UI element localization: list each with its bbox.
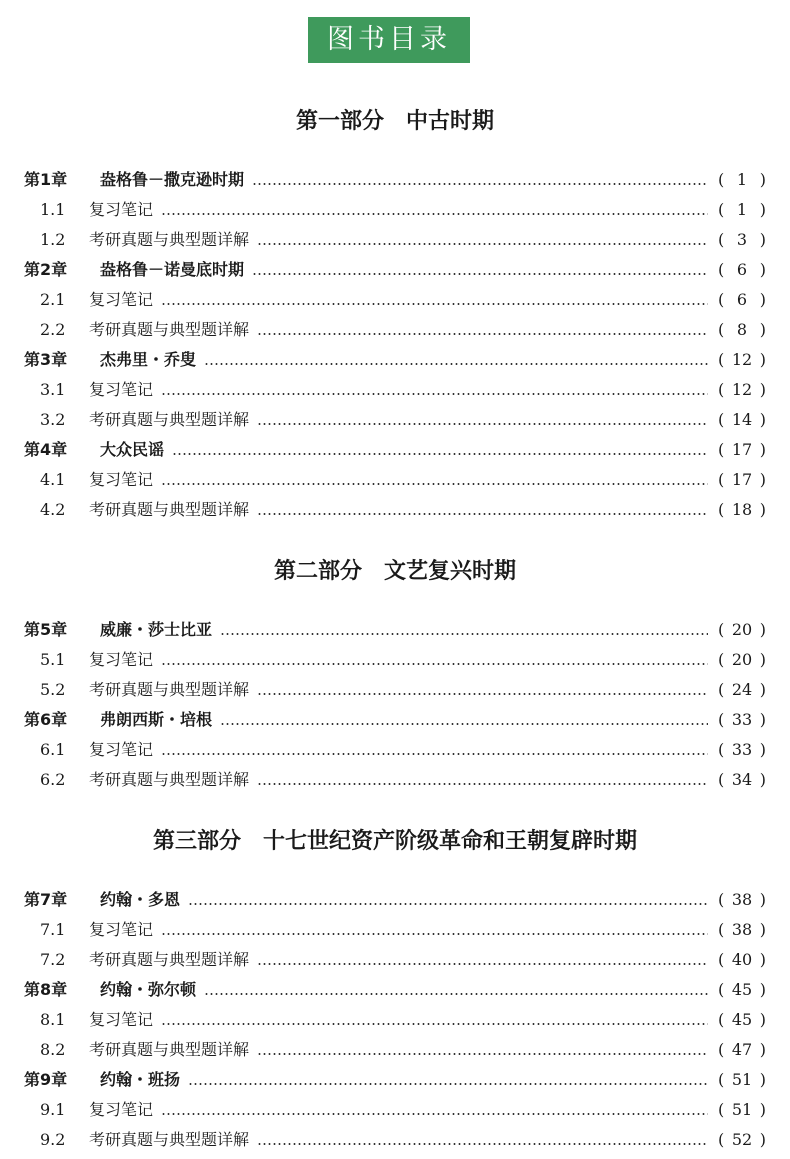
page-number	[718, 345, 766, 375]
paren-open: (	[718, 740, 725, 759]
page-number	[718, 975, 766, 1005]
dot-leader	[220, 633, 708, 635]
page-value: 20	[731, 620, 753, 639]
toc-chapter-row[interactable]	[0, 165, 790, 195]
part-title: 第三部分 十七世纪资产阶级革命和王朝复辟时期	[152, 828, 637, 854]
toc-list	[0, 615, 790, 795]
toc-section-row[interactable]	[0, 465, 790, 495]
section-number: 2.2	[40, 320, 66, 339]
toc-section-row[interactable]	[0, 195, 790, 225]
paren-close: )	[759, 650, 766, 669]
paren-close: )	[759, 740, 766, 759]
dot-leader	[161, 663, 708, 665]
page-value: 45	[731, 1010, 753, 1029]
page-number	[718, 225, 766, 255]
page-number	[718, 1065, 766, 1095]
chapter-title: 弗朗西斯・培根	[100, 710, 213, 729]
page-value: 6	[736, 260, 748, 279]
page-number	[718, 945, 766, 975]
toc-chapter-row[interactable]	[0, 435, 790, 465]
paren-open: (	[718, 200, 725, 219]
dot-leader	[257, 963, 708, 965]
page-value: 51	[731, 1100, 753, 1119]
toc-section-row[interactable]	[0, 1035, 790, 1065]
paren-open: (	[718, 1040, 725, 1059]
paren-open: (	[718, 230, 725, 249]
toc-banner: 图书目录	[308, 17, 470, 63]
page-number	[718, 735, 766, 765]
page-value: 1	[736, 170, 748, 189]
dot-leader	[257, 243, 708, 245]
paren-open: (	[718, 650, 725, 669]
dot-leader	[252, 273, 708, 275]
paren-open: (	[718, 170, 725, 189]
section-title: 考研真题与典型题详解	[89, 1130, 250, 1149]
page-value: 45	[731, 980, 753, 999]
section-title: 考研真题与典型题详解	[89, 950, 250, 969]
paren-open: (	[718, 1010, 725, 1029]
page-value: 40	[731, 950, 753, 969]
dot-leader	[257, 783, 708, 785]
section-number: 9.1	[40, 1100, 66, 1119]
chapter-title: 杰弗里・乔叟	[100, 350, 197, 369]
dot-leader	[188, 903, 708, 905]
paren-close: )	[759, 410, 766, 429]
toc-chapter-row[interactable]	[0, 615, 790, 645]
paren-close: )	[759, 1040, 766, 1059]
page-value: 24	[731, 680, 753, 699]
toc-chapter-row[interactable]	[0, 345, 790, 375]
page-value: 12	[731, 380, 753, 399]
section-number: 5.1	[40, 650, 66, 669]
section-number: 5.2	[40, 680, 66, 699]
dot-leader	[161, 393, 708, 395]
paren-open: (	[718, 710, 725, 729]
page-number	[718, 615, 766, 645]
toc-section-row[interactable]	[0, 1125, 790, 1155]
section-number: 4.1	[40, 470, 66, 489]
page-value: 51	[731, 1070, 753, 1089]
chapter-title: 约翰・班扬	[100, 1070, 181, 1089]
section-title: 复习笔记	[89, 1100, 154, 1119]
chapter-number: 第9章	[24, 1070, 68, 1089]
paren-close: )	[759, 350, 766, 369]
paren-close: )	[759, 770, 766, 789]
paren-open: (	[718, 770, 725, 789]
dot-leader	[161, 753, 708, 755]
section-number: 3.2	[40, 410, 66, 429]
toc-section-row[interactable]	[0, 225, 790, 255]
paren-open: (	[718, 500, 725, 519]
paren-open: (	[718, 680, 725, 699]
paren-close: )	[759, 1130, 766, 1149]
page-value: 18	[731, 500, 753, 519]
paren-close: )	[759, 1100, 766, 1119]
toc-section-row[interactable]	[0, 915, 790, 945]
paren-close: )	[759, 680, 766, 699]
page-value: 17	[731, 440, 753, 459]
page-number	[718, 765, 766, 795]
paren-close: )	[759, 1010, 766, 1029]
paren-close: )	[759, 710, 766, 729]
paren-close: )	[759, 440, 766, 459]
paren-close: )	[759, 890, 766, 909]
page-value: 33	[731, 740, 753, 759]
dot-leader	[257, 693, 708, 695]
page-value: 38	[731, 890, 753, 909]
section-title: 考研真题与典型题详解	[89, 770, 250, 789]
section-number: 6.1	[40, 740, 66, 759]
page-number	[718, 675, 766, 705]
page-number	[718, 1125, 766, 1155]
paren-open: (	[718, 1070, 725, 1089]
paren-open: (	[718, 950, 725, 969]
dot-leader	[252, 183, 708, 185]
toc-list	[0, 885, 790, 1155]
section-title: 复习笔记	[89, 380, 154, 399]
section-title: 考研真题与典型题详解	[89, 410, 250, 429]
paren-close: )	[759, 290, 766, 309]
section-number: 2.1	[40, 290, 66, 309]
dot-leader	[161, 1023, 708, 1025]
toc-list	[0, 165, 790, 525]
paren-close: )	[759, 500, 766, 519]
toc-chapter-row[interactable]	[0, 885, 790, 915]
page-number	[718, 375, 766, 405]
toc-section-row[interactable]	[0, 735, 790, 765]
section-number: 9.2	[40, 1130, 66, 1149]
page-number	[718, 1035, 766, 1065]
section-title: 复习笔记	[89, 740, 154, 759]
dot-leader	[257, 1053, 708, 1055]
toc-chapter-row[interactable]	[0, 705, 790, 735]
section-title: 考研真题与典型题详解	[89, 500, 250, 519]
toc-section-row[interactable]	[0, 675, 790, 705]
toc-chapter-row[interactable]	[0, 975, 790, 1005]
paren-open: (	[718, 470, 725, 489]
paren-open: (	[718, 290, 725, 309]
paren-close: )	[759, 950, 766, 969]
paren-open: (	[718, 620, 725, 639]
page-value: 17	[731, 470, 753, 489]
part-title: 第二部分 文艺复兴时期	[273, 558, 516, 584]
dot-leader	[161, 483, 708, 485]
paren-open: (	[718, 260, 725, 279]
section-number: 7.2	[40, 950, 66, 969]
paren-close: )	[759, 230, 766, 249]
page-value: 6	[736, 290, 748, 309]
chapter-number: 第7章	[24, 890, 68, 909]
dot-leader	[172, 453, 708, 455]
paren-close: )	[759, 920, 766, 939]
dot-leader	[257, 1143, 708, 1145]
chapter-number: 第5章	[24, 620, 68, 639]
paren-close: )	[759, 980, 766, 999]
page-value: 52	[731, 1130, 753, 1149]
dot-leader	[220, 723, 708, 725]
page-number	[718, 1005, 766, 1035]
section-number: 1.1	[40, 200, 66, 219]
page-number	[718, 705, 766, 735]
paren-open: (	[718, 440, 725, 459]
section-number: 8.2	[40, 1040, 66, 1059]
dot-leader	[161, 933, 708, 935]
chapter-title: 约翰・弥尔顿	[100, 980, 197, 999]
page-number	[718, 495, 766, 525]
page-number	[718, 915, 766, 945]
paren-open: (	[718, 410, 725, 429]
section-title: 考研真题与典型题详解	[89, 680, 250, 699]
chapter-title: 盎格鲁－诺曼底时期	[100, 260, 245, 279]
section-title: 复习笔记	[89, 920, 154, 939]
page-number	[718, 165, 766, 195]
page-value: 3	[736, 230, 748, 249]
page-number	[718, 1095, 766, 1125]
page-number	[718, 255, 766, 285]
toc-section-row[interactable]	[0, 1005, 790, 1035]
section-title: 考研真题与典型题详解	[89, 320, 250, 339]
toc-section-row[interactable]	[0, 375, 790, 405]
page-value: 14	[731, 410, 753, 429]
toc-section-row[interactable]	[0, 495, 790, 525]
section-title: 复习笔记	[89, 1010, 154, 1029]
page-value: 1	[736, 200, 748, 219]
page-number	[718, 435, 766, 465]
toc-section-row[interactable]	[0, 645, 790, 675]
section-number: 4.2	[40, 500, 66, 519]
page-number	[718, 195, 766, 225]
paren-open: (	[718, 980, 725, 999]
toc-section-row[interactable]	[0, 945, 790, 975]
page-value: 38	[731, 920, 753, 939]
toc-section-row[interactable]	[0, 315, 790, 345]
section-number: 1.2	[40, 230, 66, 249]
dot-leader	[257, 333, 708, 335]
paren-close: )	[759, 260, 766, 279]
page-number	[718, 315, 766, 345]
page-value: 8	[736, 320, 748, 339]
paren-close: )	[759, 620, 766, 639]
section-title: 复习笔记	[89, 470, 154, 489]
page-number	[718, 465, 766, 495]
chapter-title: 大众民谣	[100, 440, 165, 459]
chapter-title: 威廉・莎士比亚	[100, 620, 213, 639]
paren-open: (	[718, 350, 725, 369]
section-title: 复习笔记	[89, 650, 154, 669]
page-number	[718, 885, 766, 915]
chapter-number: 第2章	[24, 260, 68, 279]
paren-open: (	[718, 1130, 725, 1149]
toc-chapter-row[interactable]	[0, 255, 790, 285]
paren-close: )	[759, 320, 766, 339]
dot-leader	[257, 513, 708, 515]
page-value: 12	[731, 350, 753, 369]
page-number	[718, 285, 766, 315]
dot-leader	[161, 1113, 708, 1115]
dot-leader	[161, 303, 708, 305]
paren-close: )	[759, 1070, 766, 1089]
toc-chapter-row[interactable]	[0, 1065, 790, 1095]
chapter-title: 盎格鲁－撒克逊时期	[100, 170, 245, 189]
paren-open: (	[718, 920, 725, 939]
paren-close: )	[759, 470, 766, 489]
page-value: 20	[731, 650, 753, 669]
section-title: 复习笔记	[89, 290, 154, 309]
chapter-title: 约翰・多恩	[100, 890, 181, 909]
paren-open: (	[718, 380, 725, 399]
page-value: 33	[731, 710, 753, 729]
paren-open: (	[718, 890, 725, 909]
page-value: 34	[731, 770, 753, 789]
page-number	[718, 645, 766, 675]
dot-leader	[161, 213, 708, 215]
chapter-number: 第4章	[24, 440, 68, 459]
dot-leader	[204, 363, 708, 365]
paren-close: )	[759, 170, 766, 189]
section-title: 考研真题与典型题详解	[89, 230, 250, 249]
chapter-number: 第1章	[24, 170, 68, 189]
section-number: 3.1	[40, 380, 66, 399]
toc-section-row[interactable]	[0, 405, 790, 435]
toc-section-row[interactable]	[0, 285, 790, 315]
section-number: 6.2	[40, 770, 66, 789]
section-title: 复习笔记	[89, 200, 154, 219]
dot-leader	[188, 1083, 708, 1085]
dot-leader	[204, 993, 708, 995]
chapter-number: 第6章	[24, 710, 68, 729]
paren-close: )	[759, 200, 766, 219]
paren-open: (	[718, 1100, 725, 1119]
section-title: 考研真题与典型题详解	[89, 1040, 250, 1059]
page-number	[718, 405, 766, 435]
section-number: 7.1	[40, 920, 66, 939]
paren-close: )	[759, 380, 766, 399]
toc-section-row[interactable]	[0, 765, 790, 795]
paren-open: (	[718, 320, 725, 339]
chapter-number: 第8章	[24, 980, 68, 999]
dot-leader	[257, 423, 708, 425]
toc-section-row[interactable]	[0, 1095, 790, 1125]
page-value: 47	[731, 1040, 753, 1059]
part-title: 第一部分 中古时期	[295, 108, 494, 134]
section-number: 8.1	[40, 1010, 66, 1029]
chapter-number: 第3章	[24, 350, 68, 369]
